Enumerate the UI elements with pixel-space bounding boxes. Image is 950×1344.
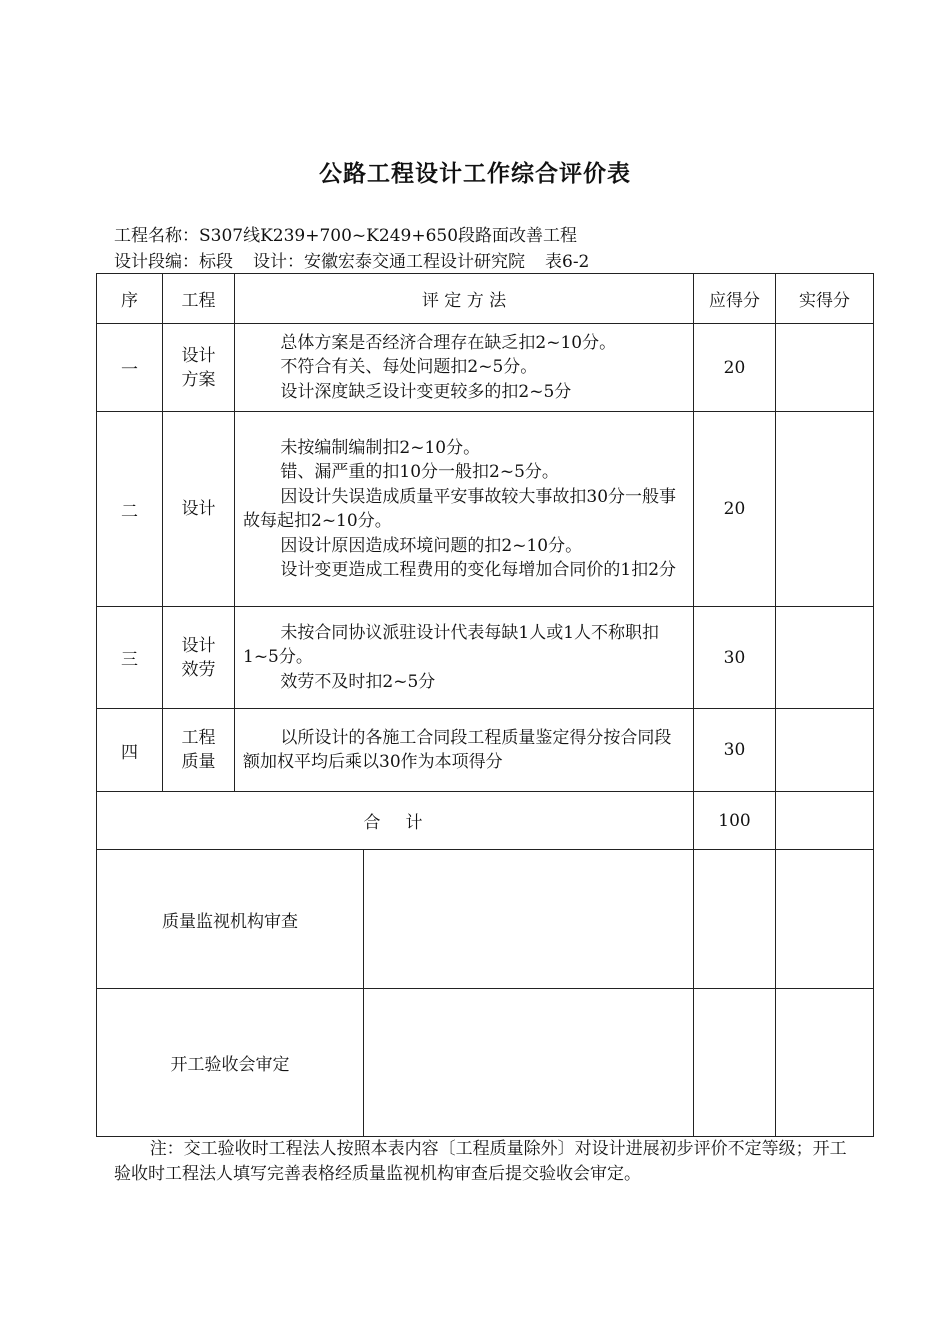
- row-expected-score: 30: [694, 607, 776, 709]
- approval-expected[interactable]: [694, 989, 776, 1137]
- method-line: 设计变更造成工程费用的变化每增加合同价的1扣2分: [280, 560, 677, 580]
- table-row: [97, 412, 874, 607]
- row-item-line: 效劳: [181, 659, 216, 680]
- review-actual[interactable]: [776, 850, 874, 989]
- total-value: 100: [694, 792, 776, 850]
- row-item-line: 质量: [181, 752, 216, 772]
- row-seq: 四: [97, 709, 163, 792]
- approval-content[interactable]: [364, 989, 694, 1137]
- row-method: [235, 607, 694, 709]
- table-number: 表6-2: [545, 252, 590, 272]
- row-item-line: 方案: [181, 369, 216, 390]
- method-line: 效劳不及时扣2~5分: [280, 671, 436, 692]
- header-item: 工程: [163, 274, 235, 324]
- method-line: 总体方案是否经济合理存在缺乏扣2~10分。: [280, 332, 617, 353]
- approval-label: 开工验收会审定: [97, 989, 364, 1137]
- method-line: 因设计失误造成质量平安事故较大事故扣30分一般事故每起扣2~10分。: [243, 486, 677, 531]
- row-seq: 三: [97, 607, 163, 709]
- header-expected: 应得分: [694, 274, 776, 324]
- section-label: 设计段编：: [114, 252, 199, 272]
- approval-row: [97, 989, 874, 1137]
- header-actual: 实得分: [776, 274, 874, 324]
- table-row: [97, 709, 874, 792]
- page-title: 公路工程设计工作综合评价表: [319, 160, 631, 187]
- row-expected-score: 20: [694, 412, 776, 607]
- approval-actual[interactable]: [776, 989, 874, 1137]
- table-header-row: [97, 274, 874, 324]
- row-item-line: 工程: [181, 728, 216, 748]
- footnote-text: 注：交工验收时工程法人按照本表内容〔工程质量除外〕对设计进展初步评价不定等级；开工验收时工程法人填写完善表格经质量监视机构审查后提交验收会审定。: [114, 1139, 847, 1184]
- method-line: 因设计原因造成环境问题的扣2~10分。: [280, 535, 583, 556]
- project-name-label: 工程名称：: [114, 226, 199, 246]
- method-line: 未按合同协议派驻设计代表每缺1人或1人不称职扣1~5分。: [243, 622, 660, 668]
- review-content[interactable]: [364, 850, 694, 989]
- method-line: 不符合有关、每处问题扣2~5分。: [280, 357, 538, 378]
- footnote: [114, 1137, 859, 1187]
- method-line: 以所设计的各施工合同段工程质量鉴定得分按合同段额加权平均后乘以30作为本项得分: [243, 727, 672, 772]
- section-line: [114, 250, 589, 274]
- method-line: 错、漏严重的扣10分一般扣2~5分。: [280, 462, 559, 482]
- row-actual-score[interactable]: [776, 607, 874, 709]
- row-actual-score[interactable]: [776, 324, 874, 412]
- row-actual-score[interactable]: [776, 412, 874, 607]
- row-item: [163, 324, 235, 412]
- total-label: [97, 792, 694, 850]
- project-name: S307线K239+700~K249+650段路面改善工程: [199, 226, 578, 246]
- designer-label: 设计：: [253, 252, 304, 272]
- row-expected-score: 30: [694, 709, 776, 792]
- header-seq: 序: [97, 274, 163, 324]
- row-item: [163, 607, 235, 709]
- row-method: [235, 324, 694, 412]
- row-seq: 二: [97, 412, 163, 607]
- row-item: [163, 412, 235, 607]
- header-method: 评 定 方 法: [235, 274, 694, 324]
- review-row: [97, 850, 874, 989]
- method-line: 设计深度缺乏设计变更较多的扣2~5分: [280, 381, 572, 402]
- table-row: [97, 324, 874, 412]
- row-item-line: 设计: [181, 345, 216, 366]
- row-item-line: 设计: [181, 635, 216, 656]
- review-expected[interactable]: [694, 850, 776, 989]
- total-label-text: 合 计: [363, 813, 427, 833]
- row-seq: 一: [97, 324, 163, 412]
- row-item-line: 设计: [181, 499, 216, 519]
- project-name-line: [114, 224, 577, 248]
- total-row: [97, 792, 874, 850]
- table-row: [97, 607, 874, 709]
- row-method: [235, 709, 694, 792]
- evaluation-table: [96, 273, 874, 1137]
- row-expected-score: 20: [694, 324, 776, 412]
- row-actual-score[interactable]: [776, 709, 874, 792]
- method-line: 未按编制编制扣2~10分。: [280, 437, 481, 458]
- total-actual[interactable]: [776, 792, 874, 850]
- row-method: [235, 412, 694, 607]
- review-label: 质量监视机构审查: [97, 850, 364, 989]
- section-value: 标段: [199, 252, 233, 272]
- designer-value: 安徽宏泰交通工程设计研究院: [304, 252, 525, 272]
- row-item: [163, 709, 235, 792]
